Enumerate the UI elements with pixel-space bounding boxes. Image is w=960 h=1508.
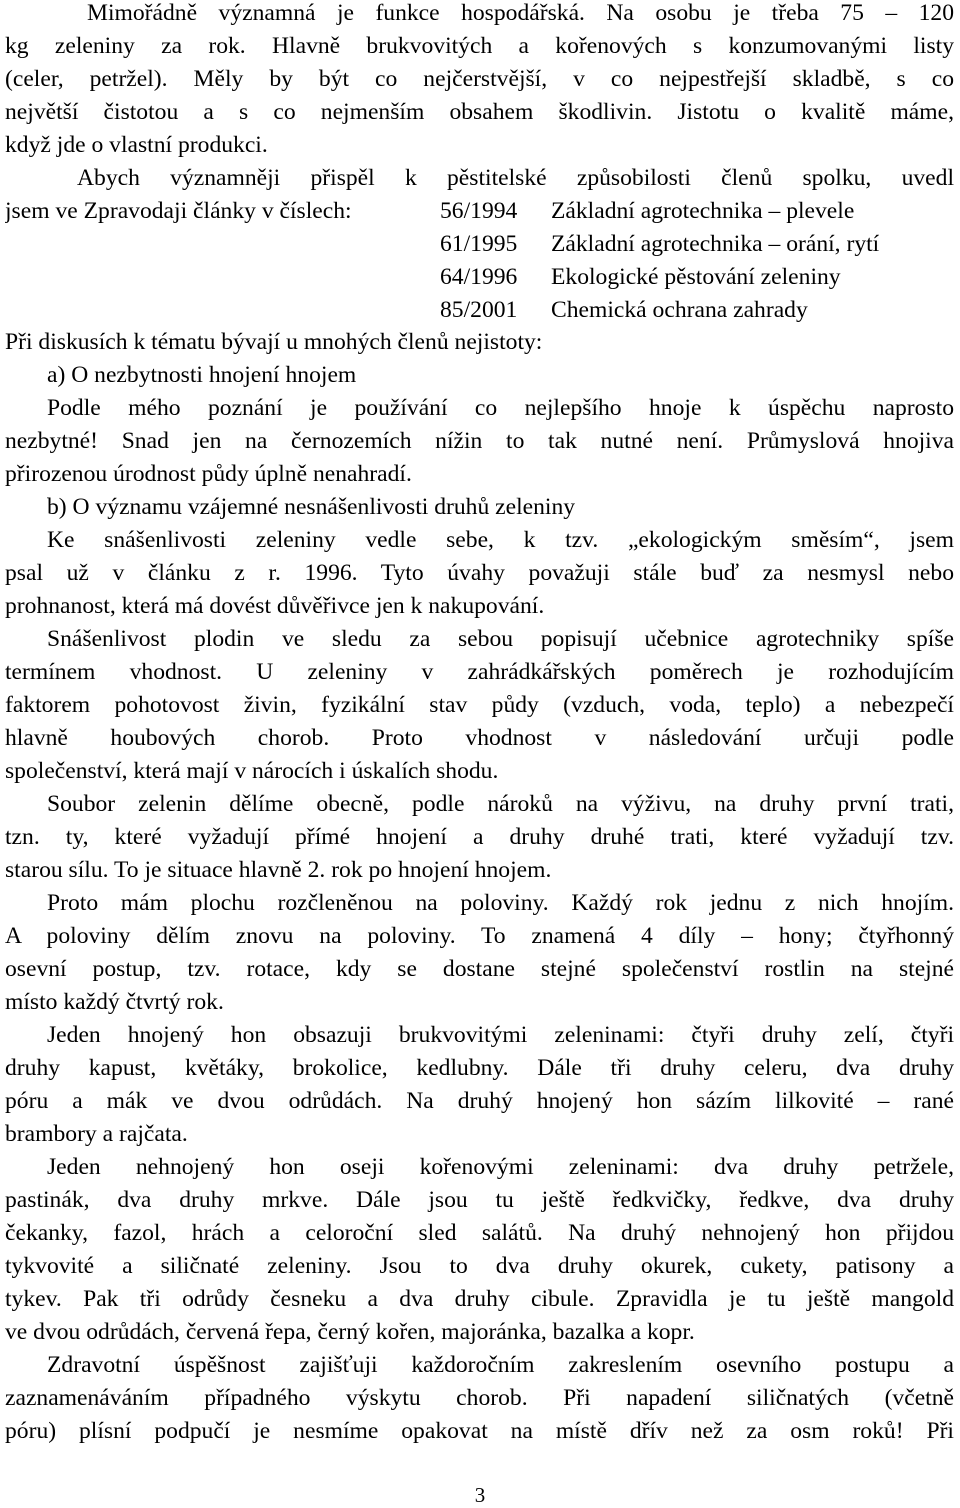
text-line: zaznamenáváním případného výskytu chorob. Při napadení siličnatých (včetně [5,1385,954,1411]
text-line: jsem ve Zpravodaji články v číslech: [5,198,352,224]
text-line: Ke snášenlivosti zeleniny vedle sebe, k tzv. „ekologickým směsím“, jsem [47,527,954,553]
text-line: Snášenlivost plodin ve sledu za sebou popisují učebnice agrotechniky spíše [47,626,954,652]
text-line: Mimořádně významná je funkce hospodářská. Na osobu je třeba 75 – 120 [87,0,954,26]
text-line: Jeden nehnojený hon oseji kořenovými zeleninami: dva druhy petržele, [47,1154,954,1180]
text-line: brambory a rajčata. [5,1121,188,1147]
text-line: Soubor zelenin dělíme obecně, podle nároků na výživu, na druhy první trati, [47,791,954,817]
text-line: starou sílu. To je situace hlavně 2. rok po hnojení hnojem. [5,857,552,883]
text-line: nezbytné! Snad jen na černozemích nížin to tak nutné není. Průmyslová hnojiva [5,428,954,454]
text-line: Podle mého poznání je používání co nejlepšího hnoje k úspěchu naprosto [47,395,954,421]
text-line: faktorem pohotovost živin, fyzikální stav půdy (vzduch, voda, teplo) a nebezpečí [5,692,954,718]
text-line: tykev. Pak tři odrůdy česneku a dva druhy cibule. Zpravidla je tu ještě mangold [5,1286,954,1312]
text-line: čekanky, fazol, hrách a celoroční sled salátů. Na druhý nehnojený hon přijdou [5,1220,954,1246]
text-line: druhy kapust, květáky, brokolice, kedlubny. Dále tři druhy celeru, dva druhy [5,1055,954,1081]
text-line: (celer, petržel). Měly by být co nejčerstvější, v co nejpestřejší skladbě, s co [5,66,954,92]
text-line: psal už v článku z r. 1996. Tyto úvahy považuji stále buď za nesmysl nebo [5,560,954,586]
text-line: ve dvou odrůdách, červená řepa, černý kořen, majoránka, bazalka a kopr. [5,1319,695,1345]
text-line: Proto mám plochu rozčleněnou na poloviny. Každý rok jednu z nich hnojím. [47,890,954,916]
article-number: 85/2001 [440,297,518,323]
text-line: největší čistotou a s co nejmenším obsahem škodlivin. Jistotu o kvalitě máme, [5,99,954,125]
text-line: místo každý čtvrtý rok. [5,989,224,1015]
page-number: 3 [474,1483,486,1507]
text-line: pastinák, dva druhy mrkve. Dále jsou tu ještě ředkvičky, ředkve, dva druhy [5,1187,954,1213]
text-line: prohnanost, která má dovést důvěřivce jen k nakupování. [5,593,545,619]
text-line: tykvovité a siličnaté zeleniny. Jsou to dva druhy okurek, cukety, patisony a [5,1253,954,1279]
section-heading: a) O nezbytnosti hnojení hnojem [47,362,357,388]
text-line: termínem vhodnost. U zeleniny v zahrádkářských poměrech je rozhodujícím [5,659,954,685]
article-number: 56/1994 [440,198,518,224]
article-number: 64/1996 [440,264,518,290]
text-line: póru a mák ve dvou odrůdách. Na druhý hnojený hon sázím lilkovité – rané [5,1088,954,1114]
article-title: Základní agrotechnika – orání, rytí [551,231,880,257]
text-line: Abych významněji přispěl k pěstitelské způsobilosti členů spolku, uvedl [77,165,954,191]
text-line: Jeden hnojený hon obsazuji brukvovitými zeleninami: čtyři druhy zelí, čtyři [47,1022,954,1048]
text-line: osevní postup, tzv. rotace, kdy se dostane stejné společenství rostlin na stejné [5,956,954,982]
article-title: Ekologické pěstování zeleniny [551,264,841,290]
text-line: kg zeleniny za rok. Hlavně brukvovitých a kořenových s konzumovanými listy [5,33,954,59]
article-title: Základní agrotechnika – plevele [551,198,855,224]
article-title: Chemická ochrana zahrady [551,297,808,323]
article-number: 61/1995 [440,231,518,257]
text-line: hlavně houbových chorob. Proto vhodnost v následování určuji podle [5,725,954,751]
text-line: přirozenou úrodnost půdy úplně nenahradí. [5,461,412,487]
text-line: A poloviny dělím znovu na poloviny. To znamená 4 díly – hony; čtyřhonný [5,923,954,949]
section-heading: b) O významu vzájemné nesnášenlivosti druhů zeleniny [47,494,576,520]
text-line: póru) plísní podpučí je nesmíme opakovat na místě dřív než za osm roků! Při [5,1418,954,1444]
text-line: společenství, která mají v nárocích i úskalích shodu. [5,758,499,784]
text-line: Při diskusích k tématu bývají u mnohých členů nejistoty: [5,329,543,355]
text-line: tzn. ty, které vyžadují přímé hnojení a druhy druhé trati, které vyžadují tzv. [5,824,954,850]
text-line: Zdravotní úspěšnost zajišťuji každoročním zakreslením osevního postupu a [47,1352,954,1378]
text-line: když jde o vlastní produkci. [5,132,268,158]
